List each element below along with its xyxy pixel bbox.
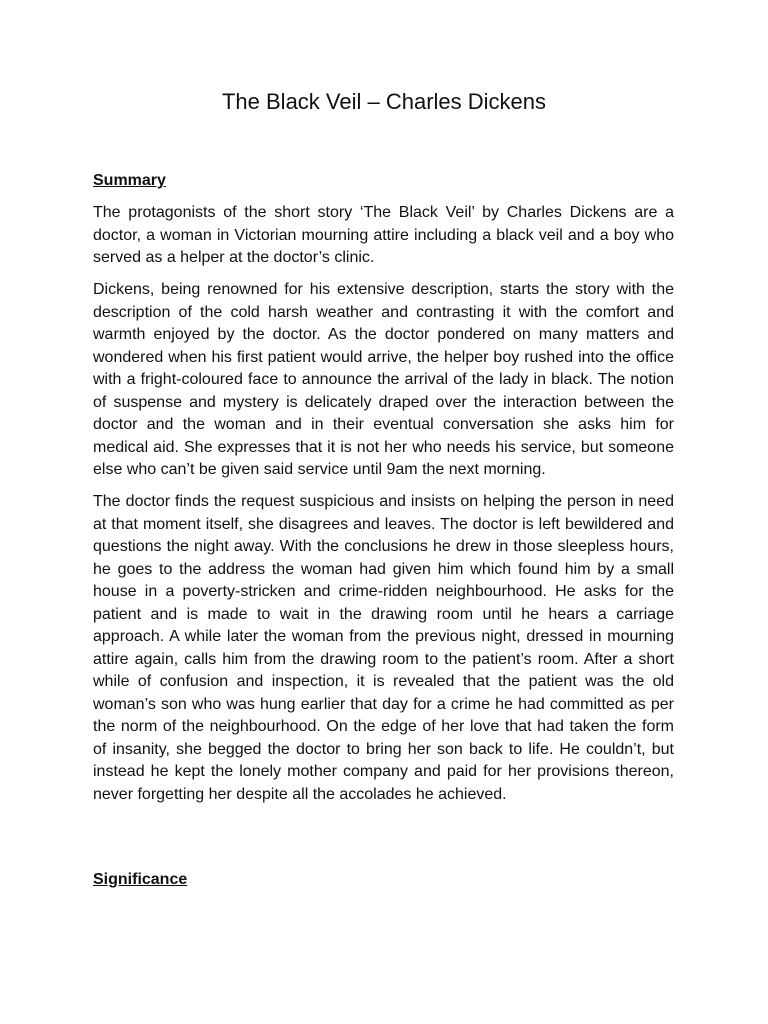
- summary-paragraph-1: The protagonists of the short story ‘The Black Veil’ by Charles Dickens are a doctor, a woman in Victorian mourning attire including a black veil and a boy who served as a helper at the doctor’s clinic.: [93, 204, 674, 266]
- document-title: The Black Veil – Charles Dickens: [221, 89, 547, 114]
- summary-paragraph-2: Dickens, being renowned for his extensive description, starts the story with the description of the cold harsh weather and contrasting it with the comfort and warmth enjoyed by the doctor. As the doctor pondered on many matters and wondered when his first patient would arrive, the helper boy rushed into the office with a fright-coloured face to announce the arrival of the lady in black. The notion of suspense and mystery is delicately draped over the interaction between the doctor and the woman and in their eventual conversation she asks him for medical aid. She expresses that it is not her who needs his service, but someone else who can’t be given said service until 9am the next morning.: [93, 281, 674, 478]
- section-heading-summary: Summary: [93, 172, 166, 189]
- section-heading-significance: Significance: [93, 871, 188, 888]
- summary-paragraph-3: The doctor finds the request suspicious and insists on helping the person in need at that moment itself, she disagrees and leaves. The doctor is left bewildered and questions the night away. With the conclusions he drew in those sleepless hours, he goes to the address the woman had given him which found him by a small house in a poverty-stricken and crime-ridden neighbourhood. He asks for the patient and is made to wait in the drawing room until he hears a carriage approach. A while later the woman from the previous night, dressed in mourning attire again, calls him from the drawing room to the patient’s room. After a short while of confusion and inspection, it is revealed that the patient was the old woman’s son who was hung earlier that day for a crime he had committed as per the norm of the neighbourhood. On the edge of her love that had taken the form of insanity, she begged the doctor to bring her son back to life. He couldn’t, but instead he kept the lonely mother company and paid for her provisions thereon, never forgetting her despite all the accolades he achieved.: [93, 493, 674, 803]
